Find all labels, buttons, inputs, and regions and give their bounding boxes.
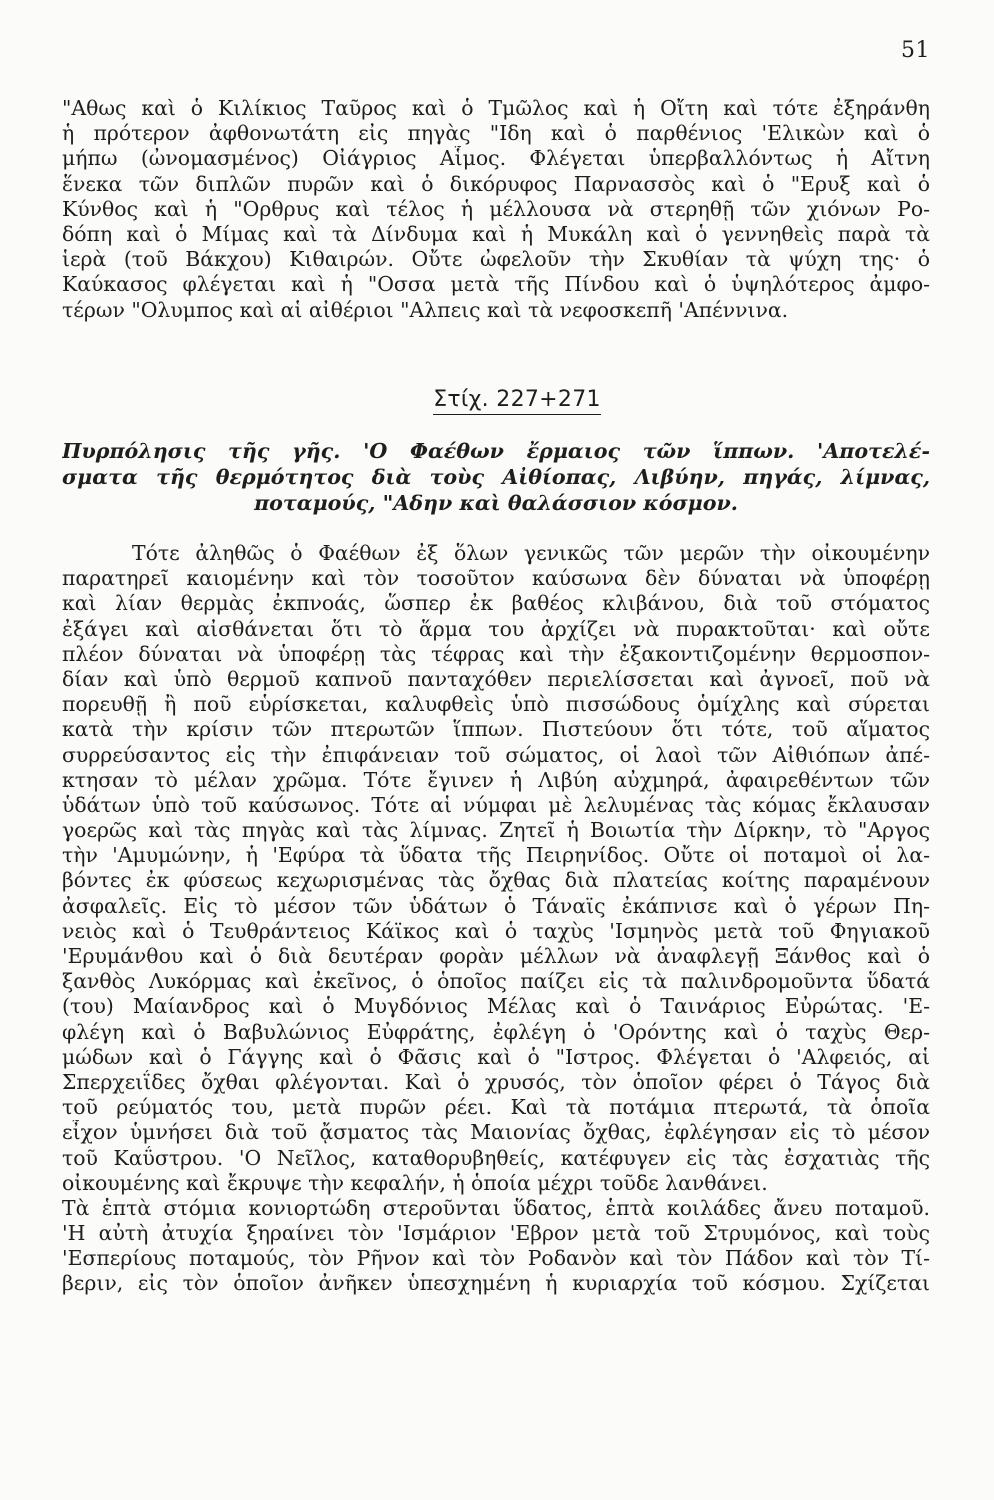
text-line: Σπερχειΐδες ὄχθαι φλέγονται. Καὶ ὁ χρυσός, τὸν ὁποῖον φέρει ὁ Τάγος διὰ [62, 1069, 930, 1094]
text-line: πλέον δύναται νὰ ὑποφέρῃ τὰς τέφρας καὶ τὴν ἐξακοντιζομένην θερμοσπον- [62, 641, 930, 666]
text-line: (του) Μαίανδρος καὶ ὁ Μυγδόνιος Μέλας καὶ ὁ Ταινάριος Εὐρώτας. 'Ε- [62, 994, 930, 1019]
text-line: πορευθῇ ἢ ποῦ εὑρίσκεται, καλυφθεὶς ὑπὸ πισσώδους ὁμίχλης καὶ σύρεται [62, 692, 930, 717]
text-line: Καύκασος φλέγεται καὶ ἡ "Οσσα μετὰ τῆς Πίνδου καὶ ὁ ὑψηλότερος ἀμφο- [62, 272, 930, 297]
text-line: 'Η αὐτὴ ἀτυχία ξηραίνει τὸν 'Ισμάριον 'Εβρον μετὰ τοῦ Στρυμόνος, καὶ τοὺς [62, 1221, 930, 1246]
text-line: "Αθως καὶ ὁ Κιλίκιος Ταῦρος καὶ ὁ Τμῶλος καὶ ἡ Οἴτη καὶ τότε ἐξηράνθη [62, 96, 930, 120]
text-line: κατὰ τὴν κρίσιν τῶν πτερωτῶν ἵππων. Πιστεύουν ὅτι τότε, τοῦ αἵματος [62, 717, 930, 742]
text-line: Κύνθος καὶ ἡ "Ορθρυς καὶ τέλος ἡ μέλλουσα νὰ στερηθῇ τῶν χιόνων Ρο- [62, 196, 930, 221]
text-line: ἀσφαλεῖς. Εἰς τὸ μέσον τῶν ὑδάτων ὁ Τάναϊς ἐκάπνισε καὶ ὁ γέρων Πη- [62, 893, 930, 918]
section-heading [0, 387, 994, 415]
text-line: παρατηρεῖ καιομένην καὶ τὸν τοσοῦτον καύσωνα δὲν δύναται νὰ ὑποφέρῃ [62, 566, 930, 591]
section-summary [62, 438, 930, 516]
text-line: οἰκουμένης καὶ ἔκρυψε τὴν κεφαλήν, ἡ ὁποία μέχρι τοῦδε λανθάνει. [62, 1170, 768, 1195]
text-line: δόπη καὶ ὁ Μίμας καὶ τὰ Δίνδυμα καὶ ἡ Μυκάλη καὶ ὁ γεννηθεὶς παρὰ τὰ [62, 221, 930, 246]
text-line: 'Εσπερίους ποταμούς, τὸν Ρῆνον καὶ τὸν Ροδανὸν καὶ τὸν Πάδον καὶ τὸν Τί- [62, 1246, 930, 1271]
text-line: ὑδάτων ὑπὸ τοῦ καύσωνος. Τότε αἱ νύμφαι μὲ λελυμένας τὰς κόμας ἔκλαυσαν [62, 792, 930, 817]
text-line: 'Ερυμάνθου καὶ ὁ διὰ δευτέραν φορὰν μέλλων νὰ ἀναφλεγῇ Ξάνθος καὶ ὁ [62, 944, 930, 968]
text-line: φλέγη καὶ ὁ Βαβυλώνιος Εὐφράτης, ἐφλέγη ὁ 'Ορόντης καὶ ὁ ταχὺς Θερ- [62, 1019, 930, 1044]
page-number: 51 [901, 38, 930, 63]
text-line: τὴν 'Αμυμώνην, ἡ 'Εφύρα τὰ ὕδατα τῆς Πειρηνίδος. Οὔτε οἱ ποταμοὶ οἱ λα- [62, 843, 930, 868]
text-line: Τότε ἀληθῶς ὁ Φαέθων ἐξ ὅλων γενικῶς τῶν μερῶν τὴν οἰκουμένην [132, 541, 930, 565]
text-line: ξανθὸς Λυκόρμας καὶ ἐκεῖνος, ὁ ὁποῖος παίζει εἰς τὰ παλινδρομοῦντα ὕδατά [62, 969, 930, 994]
text-line: τέρων "Ολυμπος καὶ αἱ αἰθέριοι "Αλπεις καὶ τὰ νεφοσκεπῆ 'Απέννινα. [62, 297, 789, 322]
paragraph-1 [62, 96, 930, 323]
section-heading-text: Στίχ. 227+271 [433, 387, 601, 415]
text-line: βεριν, εἰς τὸν ὁποῖον ἀνῆκεν ὑπεσχημένη ἡ κυριαρχία τοῦ κόσμου. Σχίζεται [62, 1271, 930, 1296]
text-line: ἡ πρότερον ἀφθονωτάτη εἰς πηγὰς "Ιδη καὶ ὁ παρθένιος 'Ελικὼν καὶ ὁ [62, 121, 930, 146]
text-line: δίαν καὶ ὑπὸ θερμοῦ καπνοῦ πανταχόθεν περιελίσσεται καὶ ἀγνοεῖ, ποῦ νὰ [62, 666, 930, 691]
text-line: συρρεύσαντος εἰς τὴν ἐπιφάνειαν τοῦ σώματος, οἱ λαοὶ τῶν Αἰθιόπων ἀπέ- [62, 742, 930, 767]
text-line: ἱερὰ (τοῦ Βάκχου) Κιθαιρών. Οὔτε ὠφελοῦν τὴν Σκυθίαν τὰ ψύχη της· ὁ [62, 247, 930, 272]
text-line: Τὰ ἑπτὰ στόμια κονιορτώδη στεροῦνται ὕδατος, ἑπτὰ κοιλάδες ἄνευ ποταμοῦ. [62, 1195, 930, 1220]
summary-line: ποταμούς, "Αδην καὶ θαλάσσιον κόσμον. [254, 491, 738, 515]
text-line: καὶ λίαν θερμὰς ἐκπνοάς, ὥσπερ ἐκ βαθέος κλιβάνου, διὰ τοῦ στόματος [62, 591, 930, 616]
summary-line: Πυρπόλησις τῆς γῆς. 'Ο Φαέθων ἔρμαιος τῶν ἵππων. 'Αποτελέ- [62, 439, 930, 463]
summary-line: σματα τῆς θερμότητος διὰ τοὺς Αἰθίοπας, Λιβύην, πηγάς, λίμνας, [62, 465, 930, 489]
text-line: ἕνεκα τῶν διπλῶν πυρῶν καὶ ὁ δικόρυφος Παρνασσὸς καὶ ὁ "Ερυξ καὶ ὁ [62, 171, 930, 196]
text-line: τοῦ Καΰστρου. 'Ο Νεῖλος, καταθορυβηθείς, κατέφυγεν εἰς τὰς ἐσχατιὰς τῆς [62, 1145, 930, 1170]
text-line: τοῦ ρεύματός του, μετὰ πυρῶν ρέει. Καὶ τὰ ποτάμια πτερωτά, τὰ ὁποῖα [62, 1095, 930, 1120]
paragraph-2 [62, 541, 930, 1297]
text-line: εἶχον ὑμνήσει διὰ τοῦ ᾄσματος τὰς Μαιονίας ὄχθας, ἐφλέγησαν εἰς τὸ μέσον [62, 1120, 930, 1145]
text-line: μώδων καὶ ὁ Γάγγης καὶ ὁ Φᾶσις καὶ ὁ "Ιστρος. Φλέγεται ὁ 'Αλφειός, αἱ [62, 1044, 930, 1069]
text-line: κτησαν τὸ μέλαν χρῶμα. Τότε ἔγινεν ἡ Λιβύη αὐχμηρά, ἀφαιρεθέντων τῶν [62, 767, 930, 792]
text-line: νειὸς καὶ ὁ Τευθράντειος Κάϊκος καὶ ὁ ταχὺς 'Ισμηνὸς μετὰ τοῦ Φηγιακοῦ [62, 918, 930, 943]
text-line: βόντες ἐκ φύσεως κεχωρισμένας τὰς ὄχθας διὰ πλατείας κοίτης παραμένουν [62, 868, 930, 893]
text-line: μήπω (ὠνομασμένος) Οἰάγριος Αἷμος. Φλέγεται ὑπερβαλλόντως ἡ Αἴτνη [62, 146, 930, 171]
text-line: ἐξάγει καὶ αἰσθάνεται ὅτι τὸ ἅρμα του ἀρχίζει νὰ πυρακτοῦται· καὶ οὔτε [62, 616, 930, 641]
text-line: γοερῶς καὶ τὰς πηγὰς καὶ τὰς λίμνας. Ζητεῖ ἡ Βοιωτία τὴν Δίρκην, τὸ "Αργος [62, 818, 930, 843]
